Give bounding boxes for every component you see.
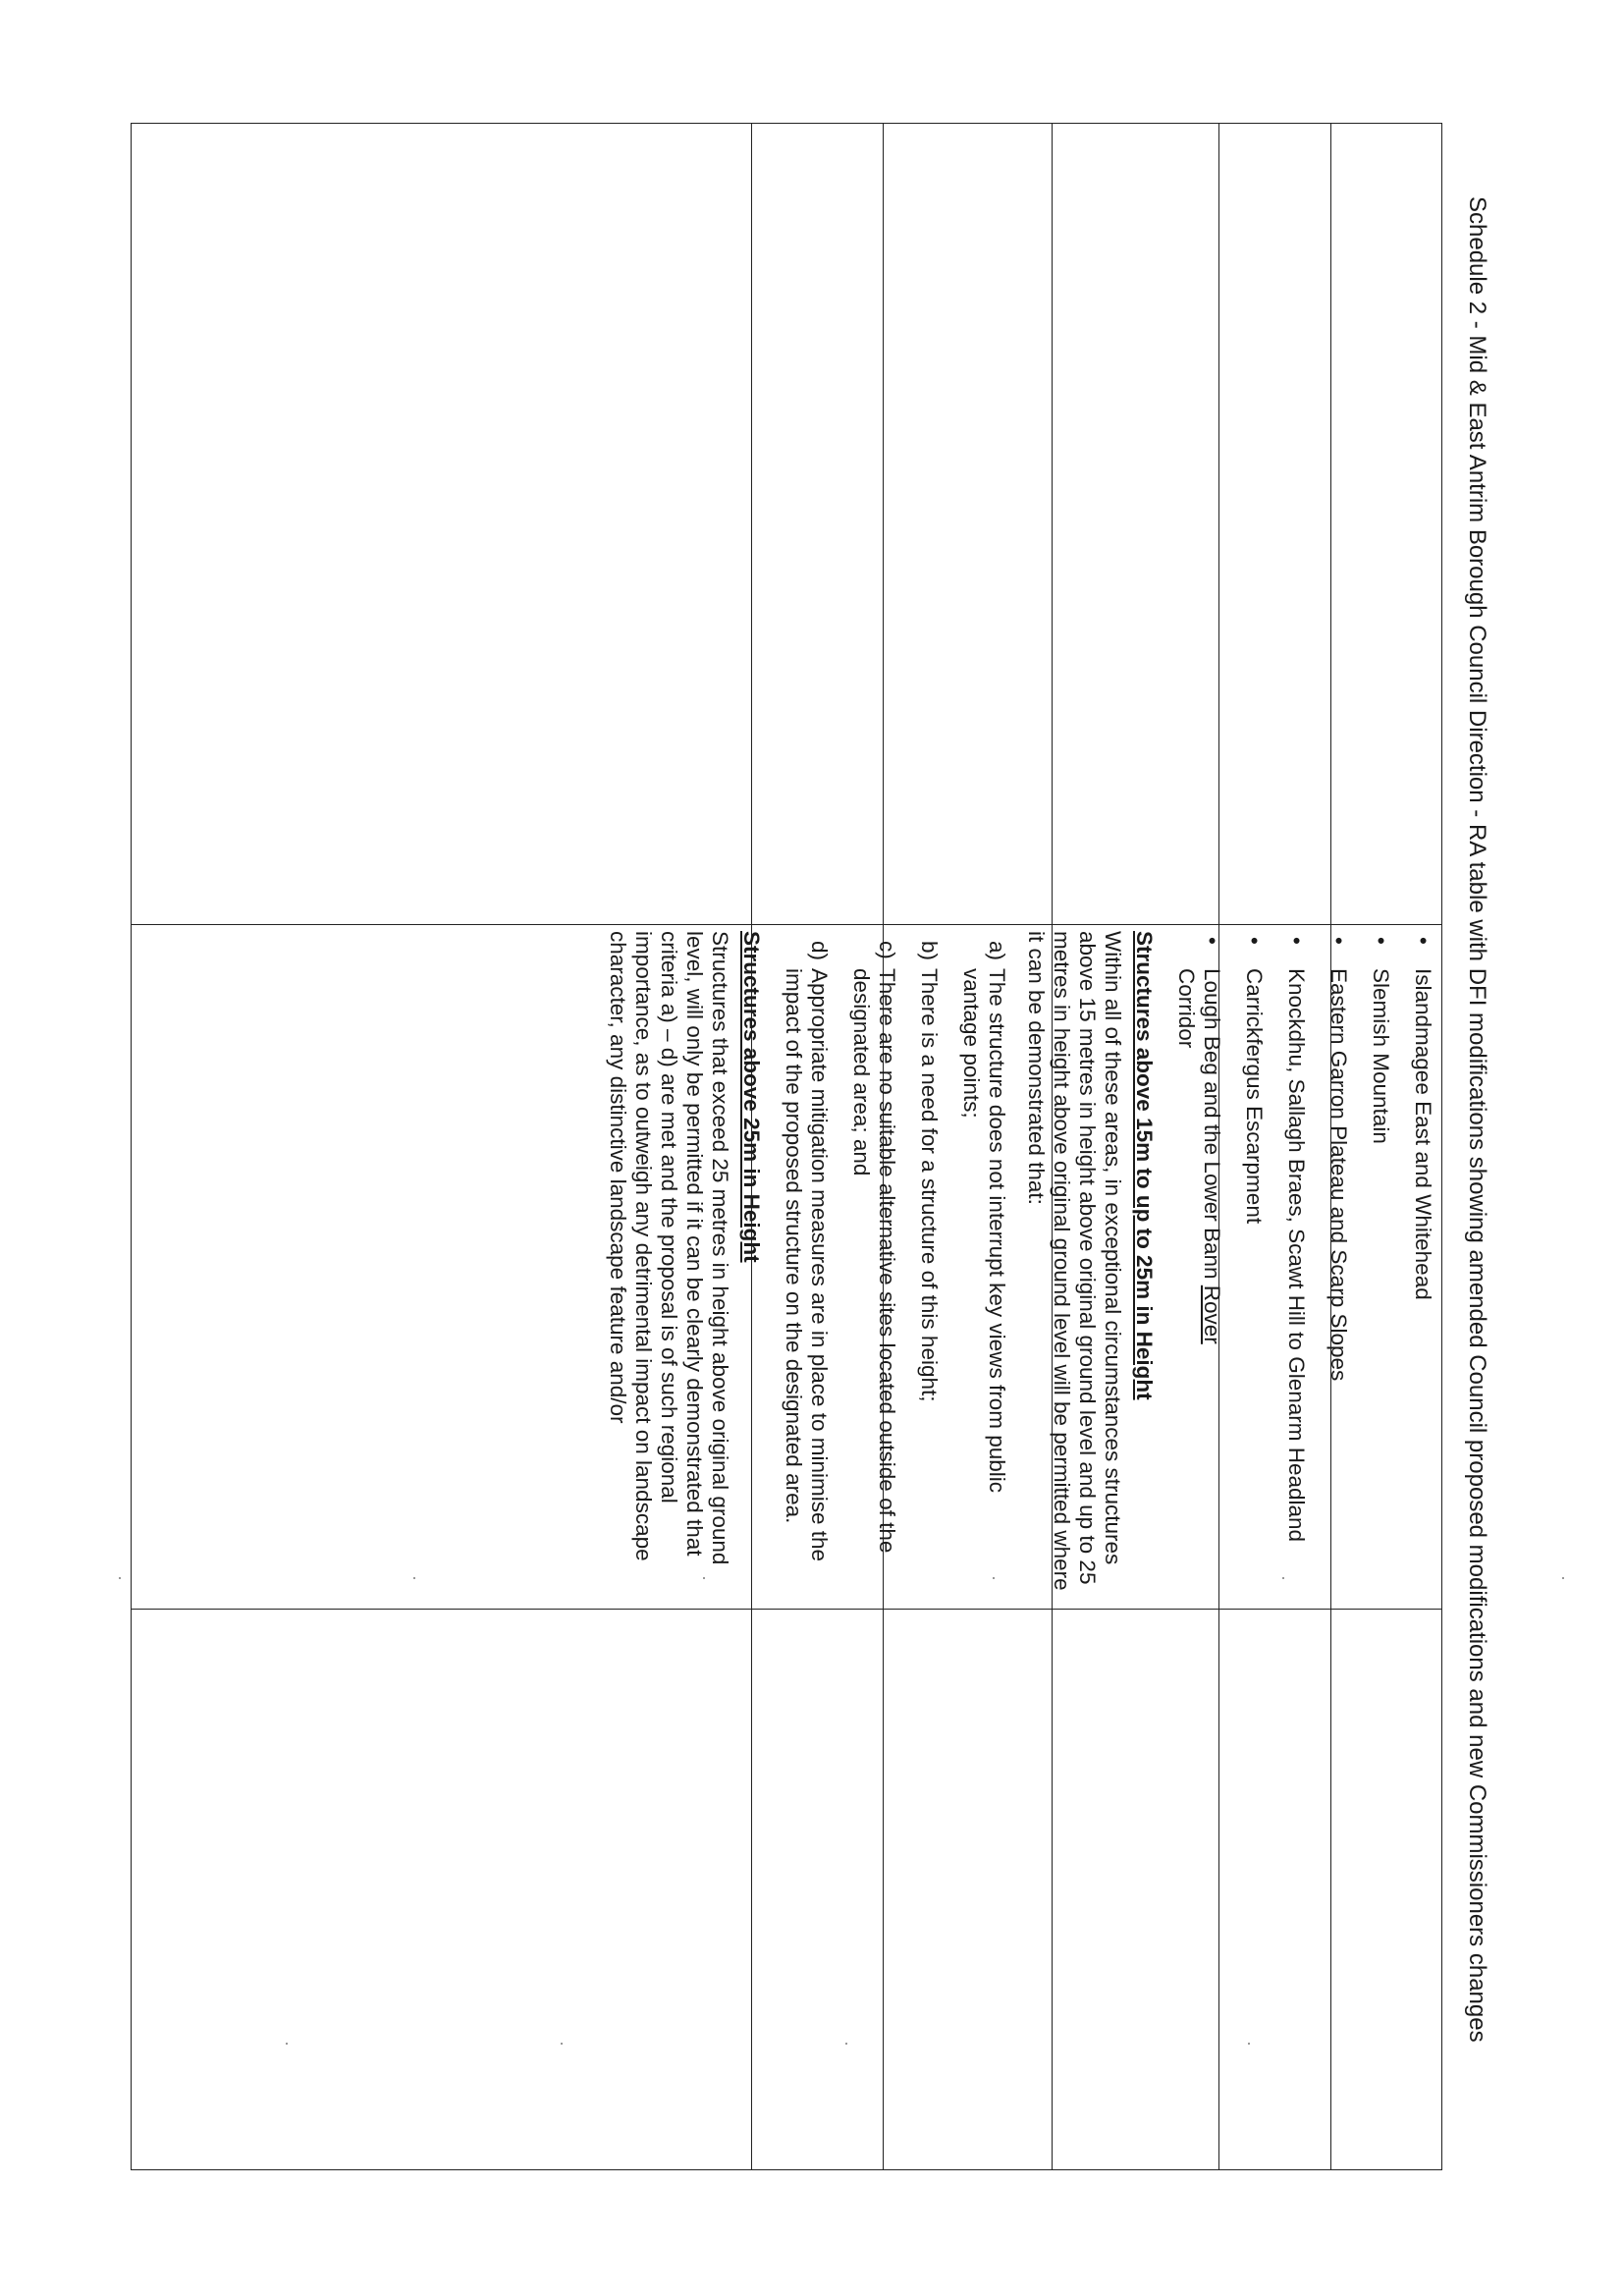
column-divider xyxy=(132,1609,1441,1610)
list-item: • Slemish Mountain xyxy=(1369,937,1393,1144)
scan-speck xyxy=(561,2043,563,2045)
scan-speck xyxy=(119,1577,121,1579)
scan-speck xyxy=(703,1577,705,1579)
list-item: • Carrickfergus Escarpment xyxy=(1242,937,1267,1225)
list-item: • Islandmagee East and Whitehead xyxy=(1411,937,1435,1300)
section-intro: Within all of these areas, in exceptional circumstances structures above 15 metres in height above original ground level and up to 25 metres in height above original ground level will be permitted where it can be demonstrated that: xyxy=(1024,931,1125,1591)
bullet-icon: • xyxy=(1369,937,1393,945)
section-heading: Structures above 25m in Height xyxy=(739,931,764,1263)
page-title: Schedule 2 - Mid & East Antrim Borough Council Direction - RA table with DFI modifications showing amended Council proposed modifications and new Commissioners changes xyxy=(1464,196,1490,2043)
scan-speck xyxy=(845,2043,847,2045)
bullet-icon: • xyxy=(1326,937,1351,945)
bullet-icon: • xyxy=(1411,937,1435,945)
scan-speck xyxy=(1248,2043,1250,2045)
bullet-icon: • xyxy=(1242,937,1267,945)
section-heading: Structures above 15m to up to 25m in Height xyxy=(1132,931,1157,1400)
criterion: b) There is a need for a structure of this height; xyxy=(917,941,942,1402)
bullet-icon: • xyxy=(1284,937,1309,945)
modifications-table xyxy=(131,123,1442,2170)
scan-speck xyxy=(993,1577,995,1579)
list-item: • Knockdhu, Sallagh Braes, Scawt Hill to Glenarm Headland xyxy=(1284,937,1309,1543)
underlined-word: Rover xyxy=(1200,1285,1224,1344)
scan-speck xyxy=(286,2043,288,2045)
criteria-list xyxy=(781,931,1009,1601)
criterion: d) Appropriate mitigation measures are in place to minimise the impact of the proposed structure on the designated area. xyxy=(782,941,832,1562)
criterion: a) The structure does not interrupt key views from public vantage points; xyxy=(959,941,1009,1493)
criterion: c) There are no suitable alternative sites located outside of the designated area; and xyxy=(849,941,899,1554)
designated-areas-list xyxy=(1173,931,1435,1601)
bullet-icon: • xyxy=(1200,937,1224,945)
scan-speck xyxy=(1282,1577,1284,1579)
scan-speck xyxy=(1562,1577,1564,1579)
list-item: • Eastern Garron Plateau and Scarp Slopes xyxy=(1326,937,1351,1382)
list-item: • Lough Beg and the Lower Bann Rover Corridor xyxy=(1174,937,1224,1344)
policy-text-cell xyxy=(591,931,1435,1601)
column-divider xyxy=(132,924,1441,925)
section-body: Structures that exceed 25 metres in height above original ground level, will only be permitted if it can be clearly demonstrated that criteria a) – d) are met and the proposal is of such regional importance, as to outweigh any detrimental impact on landscape character, any distinctive landscape feature and/or xyxy=(606,931,732,1565)
scan-speck xyxy=(413,1577,415,1579)
